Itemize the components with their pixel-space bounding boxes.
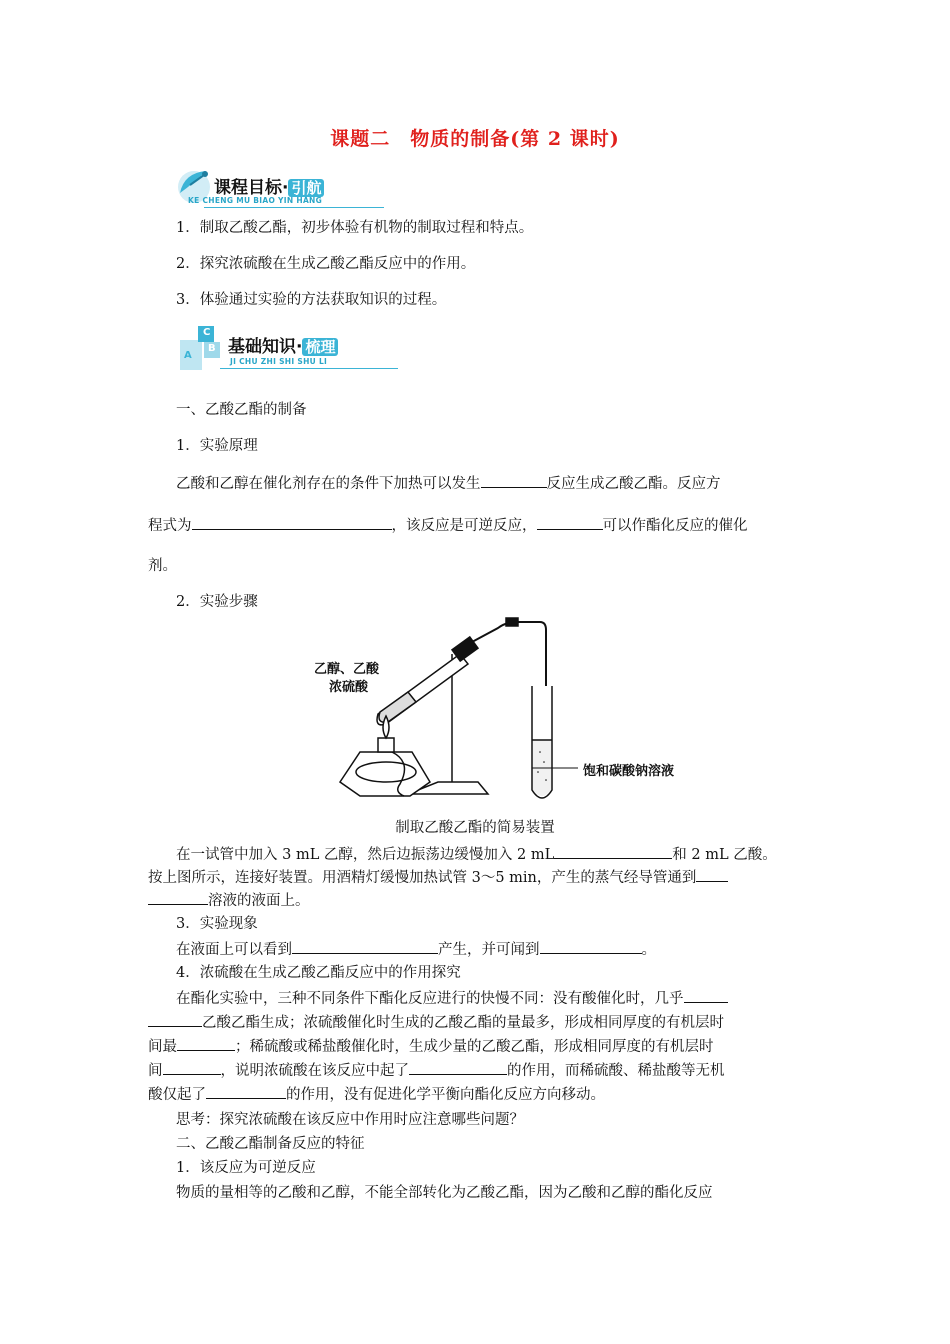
- think-question: 思考：探究浓硫酸在该反应中作用时应注意哪些问题？: [176, 1112, 524, 1128]
- explore-line-5: 酸仅起了 的作用，没有促进化学平衡向酯化反应方向移动。: [148, 1083, 605, 1105]
- subsection-explore: 4．浓硫酸在生成乙酸乙酯反应中的作用探究: [176, 965, 461, 981]
- blank[interactable]: [148, 1011, 202, 1027]
- steps-line-3: 溶液的液面上。: [148, 889, 310, 911]
- blank[interactable]: [192, 514, 392, 530]
- block-letter-b: B: [208, 343, 216, 354]
- blank[interactable]: [148, 889, 208, 905]
- banner-main-text: 基础知识·: [228, 337, 303, 357]
- subsection-steps: 2．实验步骤: [176, 594, 258, 610]
- basic-knowledge-banner: [176, 322, 402, 374]
- subsection-phenomenon: 3．实验现象: [176, 916, 258, 932]
- banner-pinyin: KE CHENG MU BIAO YIN HANG: [188, 196, 323, 205]
- label-sodium-carbonate: 饱和碳酸钠溶液: [583, 764, 675, 779]
- subsection-principle: 1．实验原理: [176, 438, 258, 454]
- last-paragraph-line: 物质的量相等的乙酸和乙醇，不能全部转化为乙酸乙酯，因为乙酸和乙醇的酯化反应: [176, 1185, 713, 1201]
- blank[interactable]: [684, 987, 728, 1003]
- blank[interactable]: [163, 1059, 221, 1075]
- goal-item-3: 3．体验通过实验的方法获取知识的过程。: [176, 292, 447, 308]
- phenomenon-line: 在液面上可以看到 产生，并可闻到 。: [176, 938, 656, 960]
- banner-main-text: 课程目标·: [214, 178, 289, 198]
- blank[interactable]: [292, 938, 438, 954]
- steps-line-1: 在一试管中加入 3 mL 乙醇，然后边振荡边缓慢加入 2 mL 和 2 mL 乙酸。: [176, 843, 777, 865]
- apparatus-diagram: [300, 612, 720, 812]
- blank[interactable]: [409, 1059, 507, 1075]
- explore-line-3: 间最 ；稀硫酸或稀盐酸催化时，生成少量的乙酸乙酯，形成相同厚度的有机层时: [148, 1035, 714, 1057]
- banner-pinyin: JI CHU ZHI SHI SHU LI: [230, 357, 328, 366]
- explore-line-1: 在酯化实验中，三种不同条件下酯化反应进行的快慢不同：没有酸催化时，几乎: [176, 987, 728, 1009]
- goal-item-2: 2．探究浓硫酸在生成乙酸乙酯反应中的作用。: [176, 256, 476, 272]
- label-reactants: 乙醇、乙酸: [314, 662, 380, 677]
- explore-line-2: 乙酸乙酯生成；浓硫酸催化时生成的乙酸乙酯的量最多，形成相同厚度的有机层时: [148, 1011, 724, 1033]
- blank[interactable]: [206, 1083, 286, 1099]
- principle-line-3: 剂。: [148, 558, 177, 574]
- block-letter-c: C: [203, 327, 211, 338]
- principle-line-2: 程式为 ，该反应是可逆反应， 可以作酯化反应的催化: [148, 514, 748, 536]
- blank[interactable]: [540, 938, 642, 954]
- section-heading-1: 一、乙酸乙酯的制备: [176, 402, 307, 418]
- banner-tag: 引航: [288, 179, 324, 197]
- blank[interactable]: [554, 843, 672, 859]
- steps-line-2: 按上图所示，连接好装置。用酒精灯缓慢加热试管 3～5 min，产生的蒸气经导管通到: [148, 866, 728, 888]
- abc-blocks-icon: [176, 322, 226, 374]
- explore-line-4: 间 ，说明浓硫酸在该反应中起了 的作用，而稀硫酸、稀盐酸等无机: [148, 1059, 725, 1081]
- banner-tag: 梳理: [302, 338, 338, 356]
- blank[interactable]: [481, 472, 547, 488]
- page-title: 课题二 物质的制备(第 2 课时): [330, 128, 620, 150]
- course-goals-banner: [174, 163, 386, 213]
- blank[interactable]: [537, 514, 603, 530]
- blank[interactable]: [177, 1035, 235, 1051]
- principle-line-1: 乙酸和乙醇在催化剂存在的条件下加热可以发生 反应生成乙酸乙酯。反应方: [176, 472, 721, 494]
- figure-caption: 制取乙酸乙酯的简易装置: [395, 820, 555, 836]
- blank[interactable]: [696, 866, 728, 882]
- block-letter-a: A: [184, 350, 193, 361]
- subsection-reversible: 1．该反应为可逆反应: [176, 1160, 316, 1176]
- section-heading-2: 二、乙酸乙酯制备反应的特征: [176, 1136, 365, 1152]
- goal-item-1: 1．制取乙酸乙酯，初步体验有机物的制取过程和特点。: [176, 220, 534, 236]
- label-acid: 浓硫酸: [329, 680, 369, 695]
